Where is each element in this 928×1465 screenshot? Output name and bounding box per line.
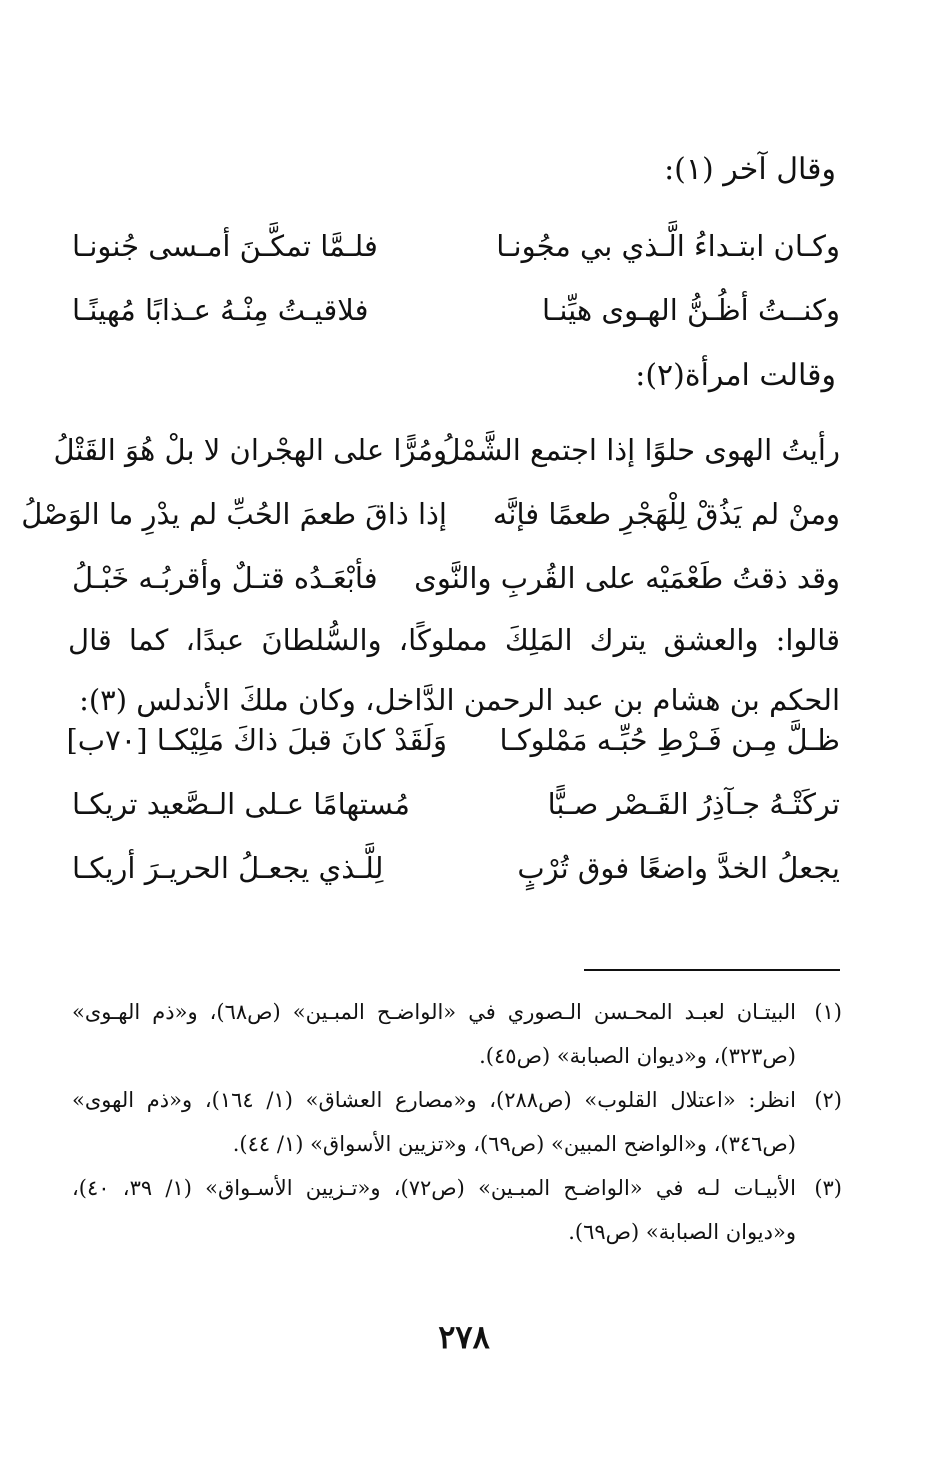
footnote-text: انظر: «اعتلال القلوب» (ص٢٨٨)، و«مصارع العشاق» (١/ ١٦٤)، و«ذم الهوى» (ص٣٤٦)، و«الواضح المبين» (ص٦٩)، و«تزيين الأسواق» (١/ ٤٤).	[72, 1088, 796, 1156]
verse-first-hemistich: ومنْ لم يَذُقْ لِلْهَجْرِ طعمًا فإنَّه	[492, 497, 840, 531]
verse-second-hemistich: ومُرًّا على الهجْران لا بلْ هُوَ القَتْلُ	[53, 433, 447, 467]
verse	[72, 278, 840, 342]
verse-first-hemistich: وكـان ابتـداءُ الَّـذي بي مجُونـا	[496, 229, 840, 263]
verse	[72, 214, 840, 278]
footnote-text: البيتـان لعبـد المحـسن الـصوري في «الواضـح المبـين» (ص٦٨)، و«ذم الهـوى» (ص٣٢٣)، و«ديوان الصبابة» (ص٤٥).	[72, 1000, 796, 1068]
footnote-number: (٣)	[814, 1176, 842, 1200]
verse-first-hemistich: رأيتُ الهوى حلوًا إذا اجتمع الشَّمْلُ	[439, 433, 840, 467]
footnote	[72, 1078, 842, 1166]
footnote	[72, 1166, 842, 1254]
verse	[72, 546, 840, 610]
verse-second-hemistich: إذا ذاقَ طعمَ الحُبِّ لم يدْرِ ما الوَصْلُ	[21, 497, 447, 531]
verse	[72, 836, 840, 900]
footnote	[72, 990, 842, 1078]
footnotes	[72, 990, 842, 1254]
verse	[72, 772, 840, 836]
verse-second-hemistich: وَلَقَدْ كانَ قبلَ ذاكَ مَلِيْكـا [٧٠ب]	[66, 723, 447, 757]
verse-second-hemistich: مُستهامًا عـلى الـصَّعيد تريكـا	[72, 787, 410, 821]
verse-second-hemistich: لِلَّـذي يجعـلُ الحريـرَ أريكـا	[72, 851, 384, 885]
footnote-number: (١)	[814, 1000, 842, 1024]
verse-second-hemistich: فلاقيـتُ مِنْـهُ عـذابًا مُهينًـا	[72, 293, 369, 327]
poem-2	[21, 418, 840, 610]
footnote-separator	[584, 969, 840, 971]
poem-1	[72, 214, 840, 342]
verse	[53, 418, 840, 482]
verse-first-hemistich: تركَتْـهُ جـآذِرُ القَـصْر صـبًّا	[547, 787, 840, 821]
verse-first-hemistich: يجعلُ الخدَّ واضعًا فوق تُرْبٍ	[517, 851, 840, 885]
prose-paragraph: قالوا: والعشق يترك المَلِكَ مملوكًا، والسُّلطانَ عبدًا، كما قال الحكم بن هشام بن عبد الرحمن الدَّاخل، وكان ملكَ الأندلس (٣):	[68, 623, 840, 717]
verse-first-hemistich: وقد ذقتُ طَعْمَيْه على القُربِ والنَّوى	[414, 561, 840, 595]
poem-3	[66, 708, 840, 900]
footnote-text: الأبيـات لـه في «الواضـح المبـين» (ص٧٢)، و«تـزيين الأسـواق» (١/ ٣٩، ٤٠)، و«ديوان الصبابة» (ص٦٩).	[72, 1176, 796, 1244]
verse	[21, 482, 840, 546]
verse-first-hemistich: ظـلَّ مِـن فَـرْطِ حُبِّـه مَمْلوكـا	[499, 723, 840, 757]
verse-second-hemistich: فأبْعَـدُه قتـلٌ وأقربُـه خَبْـلُ	[72, 561, 378, 595]
verse-first-hemistich: وكنــتُ أظُـنُّ الهـوى هيِّنـا	[542, 293, 840, 327]
verse-second-hemistich: فلـمَّا تمكَّـنَ أمـسى جُنونـا	[72, 229, 378, 263]
footnote-number: (٢)	[814, 1088, 842, 1112]
intro-line-1: وقال آخر (١):	[664, 152, 836, 187]
verse	[66, 708, 840, 772]
page-number: ٢٧٨	[438, 1318, 490, 1356]
intro-line-2: وقالت امرأة(٢):	[635, 358, 836, 393]
